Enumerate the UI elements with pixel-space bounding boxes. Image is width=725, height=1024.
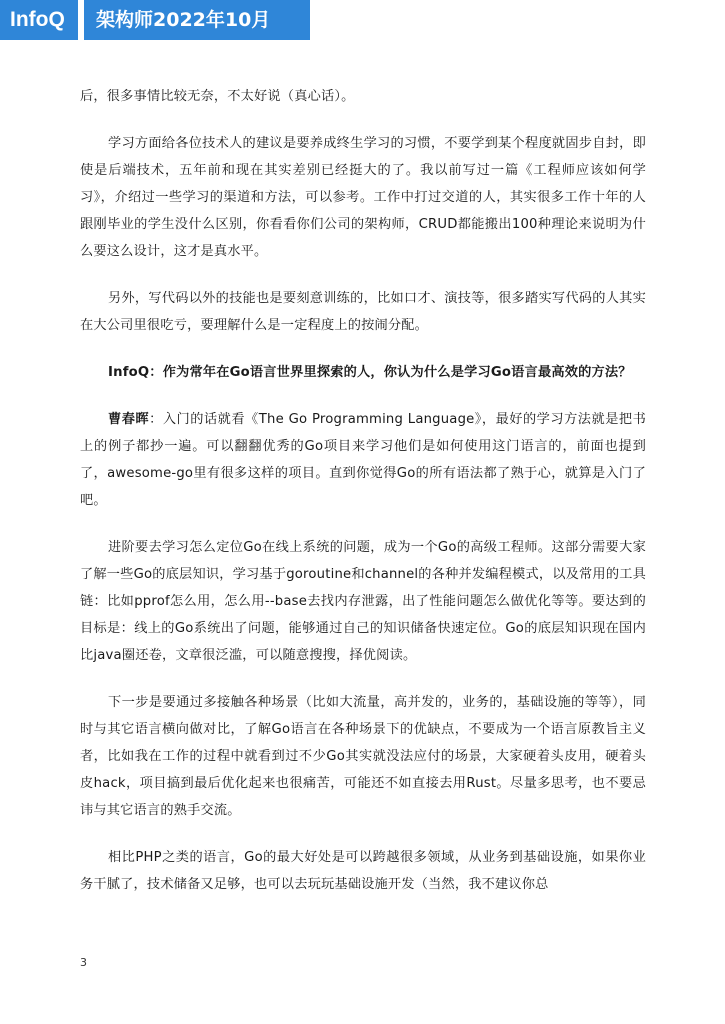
page-header [0, 0, 725, 40]
page-number: 3 [80, 956, 87, 969]
answer-text: ：入门的话就看《The Go Programming Language》，最好的学习方法就是把书上的例子都抄一遍。可以翻翻优秀的Go项目来学习他们是如何使用这门语言的，前面也提到了，awesome-go里有很多这样的项目。直到你觉得Go的所有语法都了熟于心，就算是入门了吧。 [80, 412, 646, 508]
paragraph-compare-php: 相比PHP之类的语言，Go的最大好处是可以跨越很多领域，从业务到基础设施，如果你业务干腻了，技术储备又足够，也可以去玩玩基础设施开发（当然，我不建议你总 [80, 850, 646, 892]
interview-answer [80, 406, 646, 514]
answer-speaker: 曹春晖 [108, 412, 150, 427]
paragraph-advanced: 进阶要去学习怎么定位Go在线上系统的问题，成为一个Go的高级工程师。这部分需要大家了解一些Go的底层知识，学习基于goroutine和channel的各种并发编程模式，以及常用的工具链：比如pprof怎么用，怎么用--base去找内存泄露，出了性能问题怎么做优化等等。要达到的目标是：线上的Go系统出了问题，能够通过自己的知识储备快速定位。Go的底层知识现在国内比java圈还卷，文章很泛滥，可以随意搜搜，择优阅读。 [80, 540, 646, 663]
interview-question: InfoQ：作为常年在Go语言世界里探索的人，你认为什么是学习Go语言最高效的方法？ [108, 365, 632, 380]
issue-title: 架构师2022年10月 [84, 0, 310, 40]
article-body [80, 83, 646, 918]
paragraph-continuation: 后，很多事情比较无奈，不太好说（真心话）。 [80, 89, 355, 104]
paragraph-next-step: 下一步是要通过多接触各种场景（比如大流量，高并发的，业务的，基础设施的等等），同时与其它语言横向做对比，了解Go语言在各种场景下的优缺点，不要成为一个语言原教旨主义者，比如我在工作的过程中就看到过不少Go其实就没法应付的场景，大家硬着头皮用，硬着头皮hack，项目搞到最后优化起来也很痛苦，可能还不如直接去用Rust。尽量多思考，也不要忌讳与其它语言的熟手交流。 [80, 695, 646, 818]
paragraph-other-skills: 另外，写代码以外的技能也是要刻意训练的，比如口才、演技等，很多踏实写代码的人其实在大公司里很吃亏，要理解什么是一定程度上的按闹分配。 [80, 291, 646, 333]
paragraph-learning-advice: 学习方面给各位技术人的建议是要养成终生学习的习惯，不要学到某个程度就固步自封，即使是后端技术，五年前和现在其实差别已经挺大的了。我以前写过一篇《工程师应该如何学习》，介绍过一些学习的渠道和方法，可以参考。工作中打过交道的人，其实很多工作十年的人跟刚毕业的学生没什么区别，你看看你们公司的架构师，CRUD都能搬出100种理论来说明为什么要这么设计，这才是真水平。 [80, 136, 646, 259]
infoq-logo: InfoQ [0, 0, 78, 40]
